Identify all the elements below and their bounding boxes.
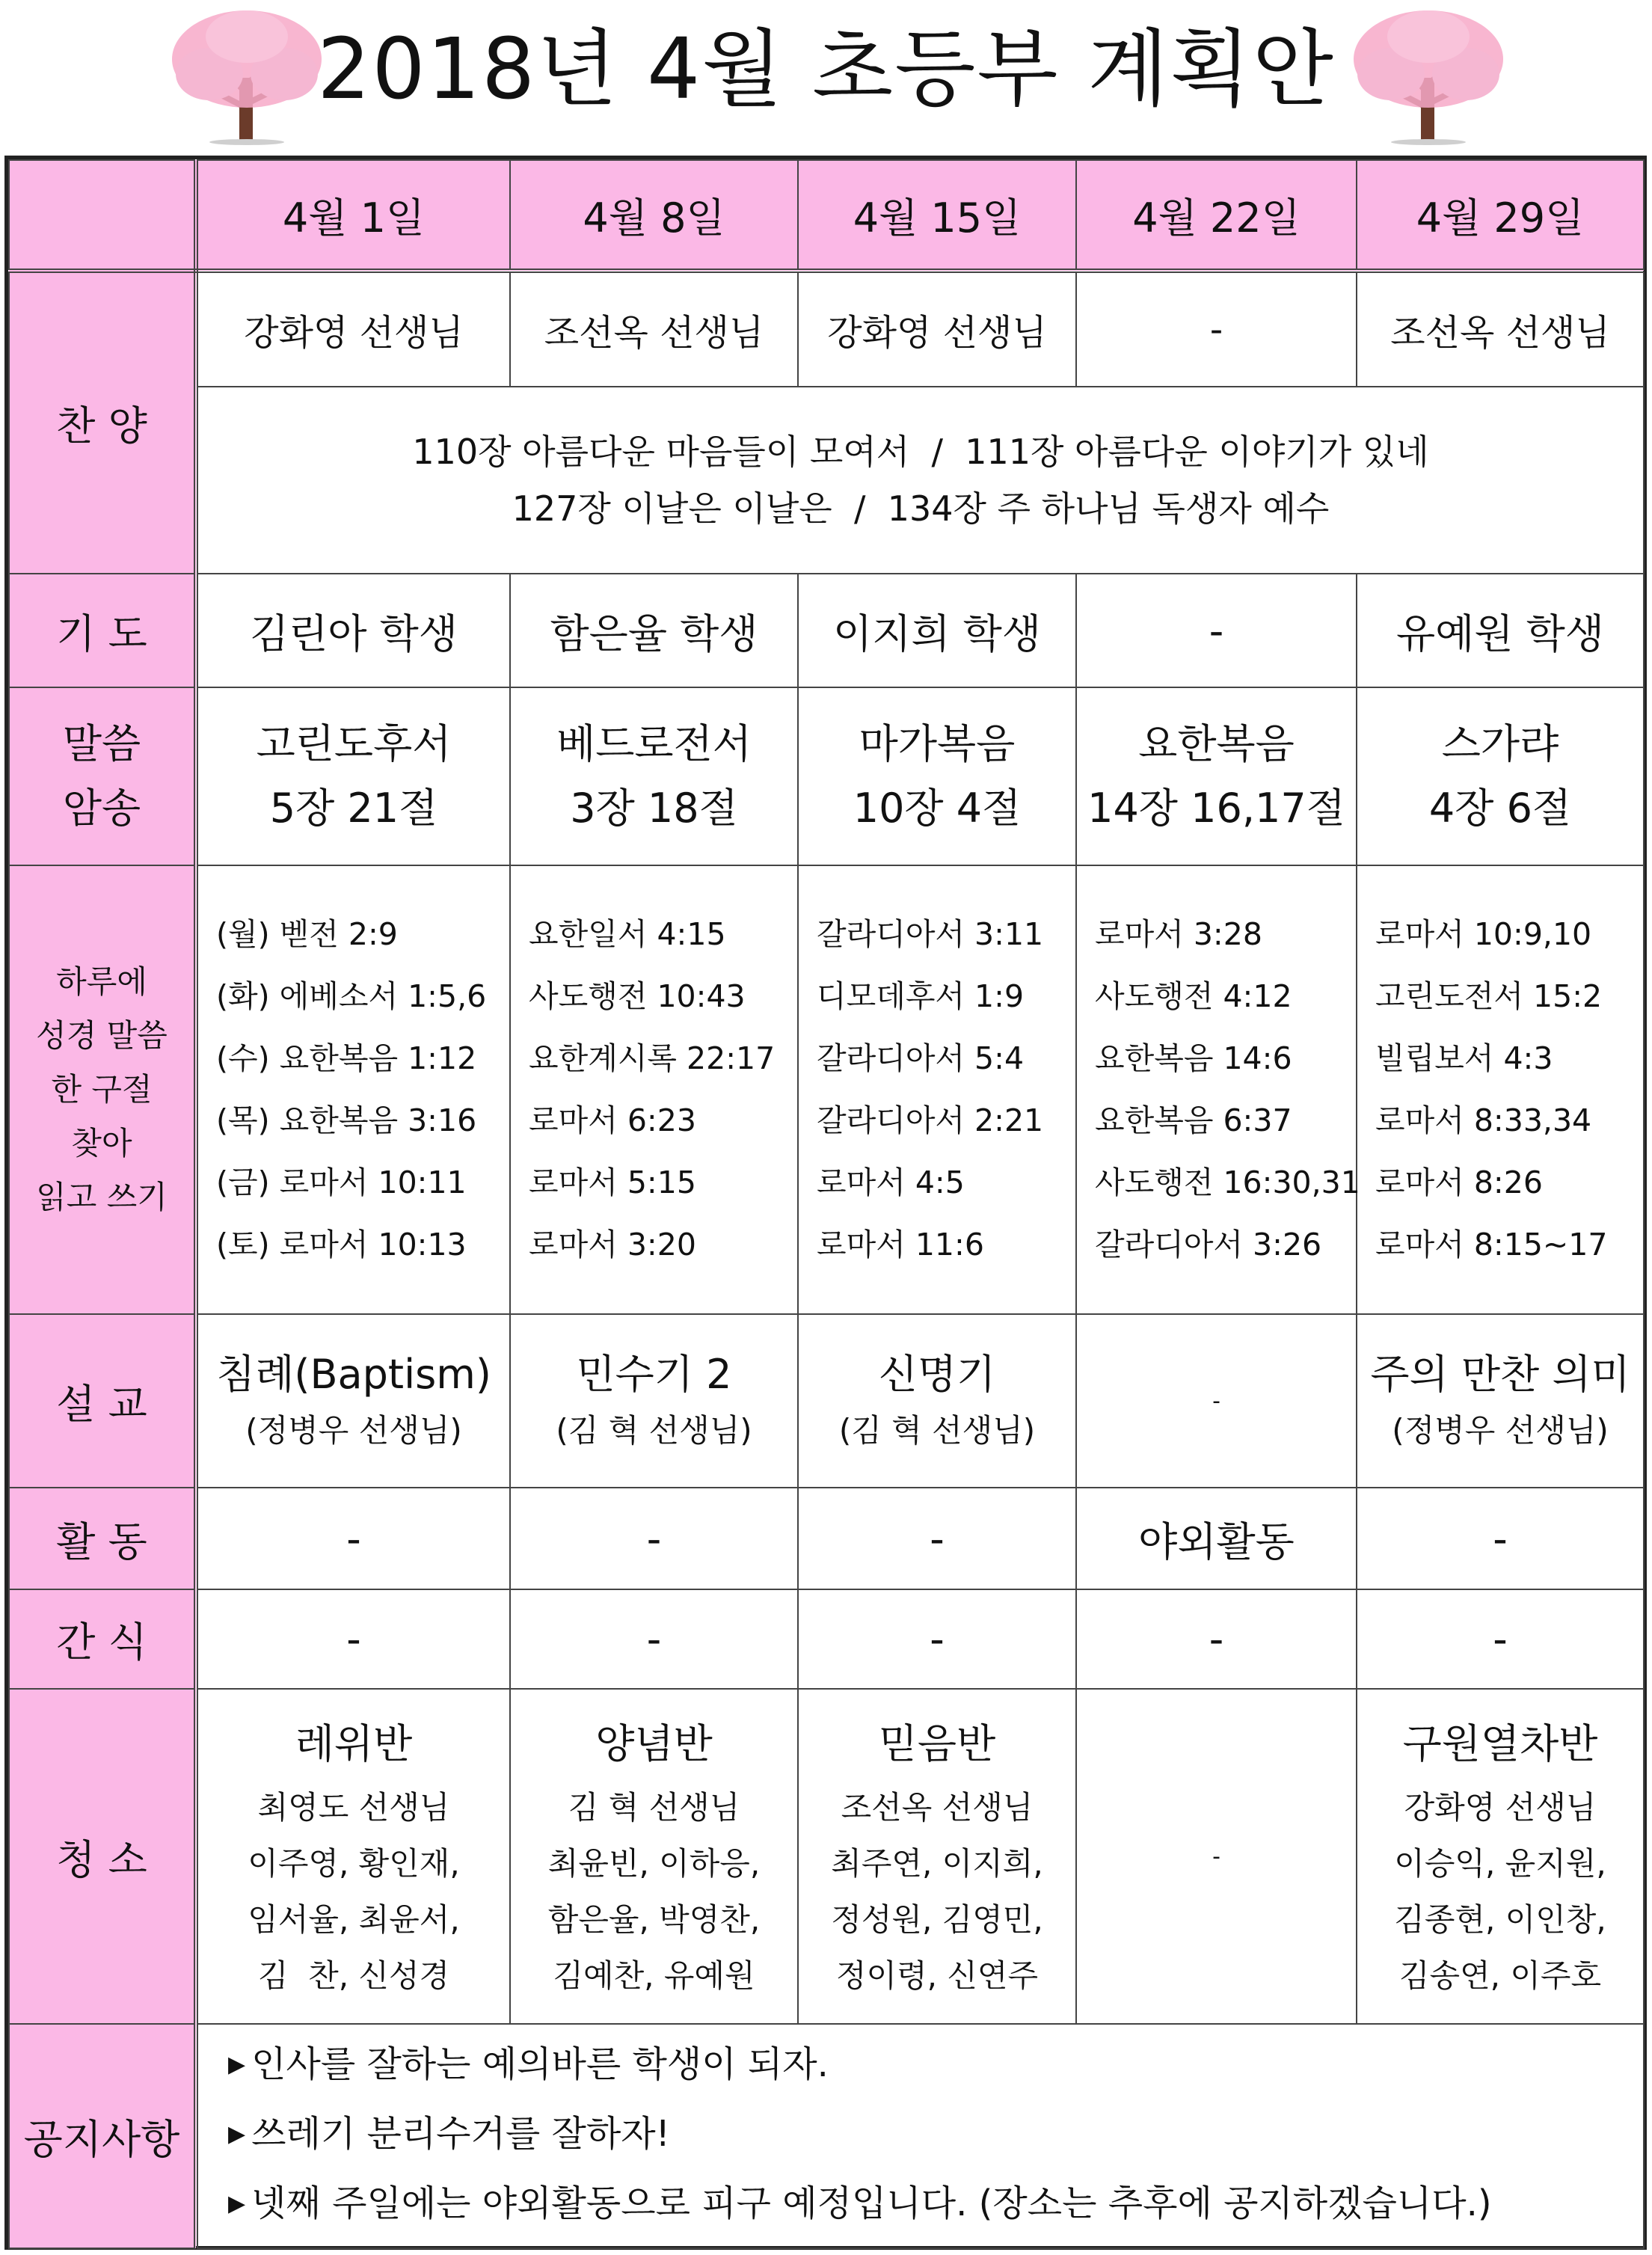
activity-cell: - [510,1488,798,1589]
row-label-daily-reading [9,865,196,1314]
reading-item: 사도행전 10:43 [529,978,746,1014]
plan-table-frame [4,156,1647,2250]
row-label-activity: 활 동 [9,1488,196,1589]
cleaning-member-line: 이주영, 황인재, [248,1845,460,1882]
verse-book: 마가복음 [859,720,1016,767]
prayer-cell: 함은율 학생 [510,574,798,687]
cleaning-cell [1357,1689,1644,2024]
row-label-cleaning: 청 소 [9,1689,196,2024]
cleaning-cell [798,1689,1076,2024]
cleaning-member-line: 정성원, 김영민, [831,1901,1043,1938]
prayer-cell: 이지희 학생 [798,574,1076,687]
sermon-row [9,1314,1644,1488]
praise-leader-row [9,271,1644,387]
sermon-title: 주의 만찬 의미 [1370,1351,1630,1398]
activity-cell: - [196,1488,510,1589]
snack-cell: - [196,1589,510,1689]
hymn-list-cell [196,387,1644,574]
row-label-line: 암송 [62,785,141,832]
sermon-title: 침례(Baptism) [216,1351,491,1398]
reading-item: 갈라디아서 3:26 [1095,1227,1322,1263]
row-label-prayer: 기 도 [9,574,196,687]
reading-item: 로마서 8:33,34 [1375,1102,1592,1138]
daily-reading-cell [1357,865,1644,1314]
reading-item: 요한일서 4:15 [529,916,726,952]
activity-cell: 야외활동 [1076,1488,1357,1589]
memory-verse-cell [1076,687,1357,865]
praise-leader-cell: - [1076,271,1357,387]
reading-item: (수) 요한복음 1:12 [216,1040,477,1076]
cleaning-member-line: 조선옥 선생님 [841,1789,1034,1826]
reading-item: 요한복음 6:37 [1095,1102,1292,1138]
reading-item: 사도행전 4:12 [1095,978,1292,1014]
reading-item: 로마서 6:23 [529,1102,696,1138]
daily-reading-cell [798,865,1076,1314]
memory-verse-cell [196,687,510,865]
notice-item [228,2032,1643,2102]
sermon-cell [1357,1314,1644,1488]
reading-item: 로마서 10:9,10 [1375,916,1592,952]
row-label-praise: 찬 양 [9,271,196,574]
notice-row [9,2024,1644,2248]
sermon-cell [1076,1314,1357,1488]
cleaning-member-line: 최윤빈, 이하응, [547,1845,761,1882]
notice-text: 인사를 잘하는 예의바른 학생이 되자. [251,2043,829,2085]
cleaning-cell [1076,1689,1357,2024]
reading-item: 로마서 11:6 [817,1227,984,1263]
reading-item: 갈라디아서 2:21 [817,1102,1044,1138]
header-row [9,160,1644,271]
sermon-title: - [1212,1387,1220,1414]
column-header: 4월 22일 [1076,160,1357,271]
hymn-line: 110장 아름다운 마음들이 모여서 / 111장 아름다운 이야기가 있네 [412,432,1429,472]
prayer-cell: 김린아 학생 [196,574,510,687]
cleaning-member-line: 함은율, 박영찬, [547,1901,761,1938]
cleaning-member-line: 김송연, 이주호 [1398,1957,1602,1994]
verse-reference: 5장 21절 [269,785,438,832]
reading-item: 사도행전 16:30,31 [1095,1165,1360,1200]
memory-verse-row [9,687,1644,865]
cleaning-row [9,1689,1644,2024]
notice-text: 넷째 주일에는 야외활동으로 피구 예정입니다. (장소는 추후에 공지하겠습니다.) [251,2182,1492,2224]
daily-reading-cell [196,865,510,1314]
column-header: 4월 1일 [196,160,510,271]
memory-verse-cell [1357,687,1644,865]
row-label-line: 말씀 [62,720,141,767]
cleaning-member-line: 김 혁 선생님 [568,1789,740,1826]
reading-item: 디모데후서 1:9 [817,978,1025,1014]
cleaning-member-line: 최영도 선생님 [257,1789,450,1826]
triangle-bullet-icon: ▶ [228,2120,246,2147]
hymn-row [9,387,1644,574]
cleaning-member-line: 최주연, 이지희, [831,1845,1043,1882]
verse-reference: 3장 18절 [570,785,738,832]
header-corner-cell [9,160,196,271]
row-label-notice: 공지사항 [9,2024,196,2248]
prayer-cell: - [1076,574,1357,687]
reading-item: 요한복음 14:6 [1095,1040,1292,1076]
daily-reading-cell [1076,865,1360,1314]
row-label-memory-verse [9,687,196,865]
verse-book: 고린도후서 [256,720,452,767]
row-label-snack: 간 식 [9,1589,196,1689]
reading-item: 갈라디아서 5:4 [817,1040,1025,1076]
snack-cell: - [798,1589,1076,1689]
praise-leader-cell: 조선옥 선생님 [510,271,798,387]
cleaning-member-line: 강화영 선생님 [1404,1789,1597,1826]
verse-reference: 14장 16,17절 [1087,785,1345,832]
snack-cell: - [1076,1589,1357,1689]
row-label-line: 찾아 [71,1125,132,1162]
column-header: 4월 8일 [510,160,798,271]
cleaning-member-line: 이승익, 윤지원, [1394,1845,1606,1882]
snack-row [9,1589,1644,1689]
verse-book: 베드로전서 [556,720,752,767]
reading-item: 로마서 3:20 [529,1227,696,1263]
cleaning-member-line: 김종현, 이인창, [1394,1901,1606,1938]
cleaning-member-line: 정이령, 신연주 [835,1957,1039,1994]
reading-item: 요한계시록 22:17 [529,1040,776,1076]
row-label-sermon: 설 교 [9,1314,196,1488]
hymn-line: 127장 이날은 이날은 / 134장 주 하나님 독생자 예수 [512,488,1330,529]
notice-text: 쓰레기 분리수거를 잘하자! [251,2112,670,2155]
sermon-title: 민수기 2 [576,1351,732,1398]
activity-row [9,1488,1644,1589]
daily-reading-cell [510,865,798,1314]
reading-item: 로마서 8:15~17 [1375,1227,1608,1263]
sermon-cell [798,1314,1076,1488]
sermon-preacher: (정병우 선생님) [1392,1412,1609,1449]
triangle-bullet-icon: ▶ [228,2051,246,2078]
snack-cell: - [1357,1589,1644,1689]
row-label-line: 성경 말씀 [36,1017,168,1054]
cleaning-team-name: - [1212,1843,1220,1870]
verse-book: 스가랴 [1441,720,1559,767]
reading-item: 로마서 5:15 [529,1165,696,1200]
sermon-cell [510,1314,798,1488]
cleaning-team-name: 레위반 [295,1720,413,1767]
cleaning-team-name: 양념반 [595,1720,713,1767]
reading-item: (토) 로마서 10:13 [216,1227,467,1263]
reading-item: (화) 에베소서 1:5,6 [216,978,487,1014]
verse-reference: 10장 4절 [853,785,1022,832]
notice-cell [196,2024,1644,2248]
notice-item [228,2171,1643,2241]
row-label-line: 읽고 쓰기 [36,1179,168,1215]
notice-item [228,2102,1643,2171]
reading-item: (목) 요한복음 3:16 [216,1102,477,1138]
page-title: 2018년 4월 초등부 계획안 [317,21,1335,118]
reading-item: 로마서 4:5 [817,1165,965,1200]
cleaning-cell [510,1689,798,2024]
reading-item: (금) 로마서 10:11 [216,1165,467,1200]
sermon-preacher: (김 혁 선생님) [838,1412,1036,1449]
column-header: 4월 29일 [1357,160,1644,271]
cleaning-member-line: 김 찬, 신성경 [257,1957,450,1994]
verse-book: 요한복음 [1138,720,1295,767]
sermon-preacher: (정병우 선생님) [245,1412,462,1449]
row-label-line: 한 구절 [51,1071,153,1108]
reading-item: 로마서 3:28 [1095,916,1262,952]
reading-item: 빌립보서 4:3 [1375,1040,1553,1076]
praise-leader-cell: 조선옥 선생님 [1357,271,1644,387]
prayer-row [9,574,1644,687]
reading-item: (월) 벧전 2:9 [216,916,398,952]
reading-item: 로마서 8:26 [1375,1165,1543,1200]
snack-cell: - [510,1589,798,1689]
prayer-cell: 유예원 학생 [1357,574,1644,687]
reading-item: 고린도전서 15:2 [1375,978,1603,1014]
praise-leader-cell: 강화영 선생님 [196,271,510,387]
plan-table [8,159,1645,2249]
sermon-title: 신명기 [878,1351,996,1398]
praise-leader-cell: 강화영 선생님 [798,271,1076,387]
column-header: 4월 15일 [798,160,1076,271]
memory-verse-cell [798,687,1076,865]
memory-verse-cell [510,687,798,865]
cleaning-team-name: 믿음반 [878,1720,996,1767]
daily-reading-row [9,865,1644,1314]
cleaning-member-line: 임서율, 최윤서, [248,1901,460,1938]
sermon-preacher: (김 혁 선생님) [556,1412,752,1449]
verse-reference: 4장 6절 [1428,785,1572,832]
triangle-bullet-icon: ▶ [228,2190,246,2217]
activity-cell: - [798,1488,1076,1589]
reading-item: 갈라디아서 3:11 [817,916,1044,952]
sermon-cell [196,1314,510,1488]
cleaning-cell [196,1689,510,2024]
cleaning-team-name: 구원열차반 [1402,1720,1598,1767]
cleaning-member-line: 김예찬, 유예원 [553,1957,755,1994]
row-label-line: 하루에 [56,963,147,1000]
activity-cell: - [1357,1488,1644,1589]
